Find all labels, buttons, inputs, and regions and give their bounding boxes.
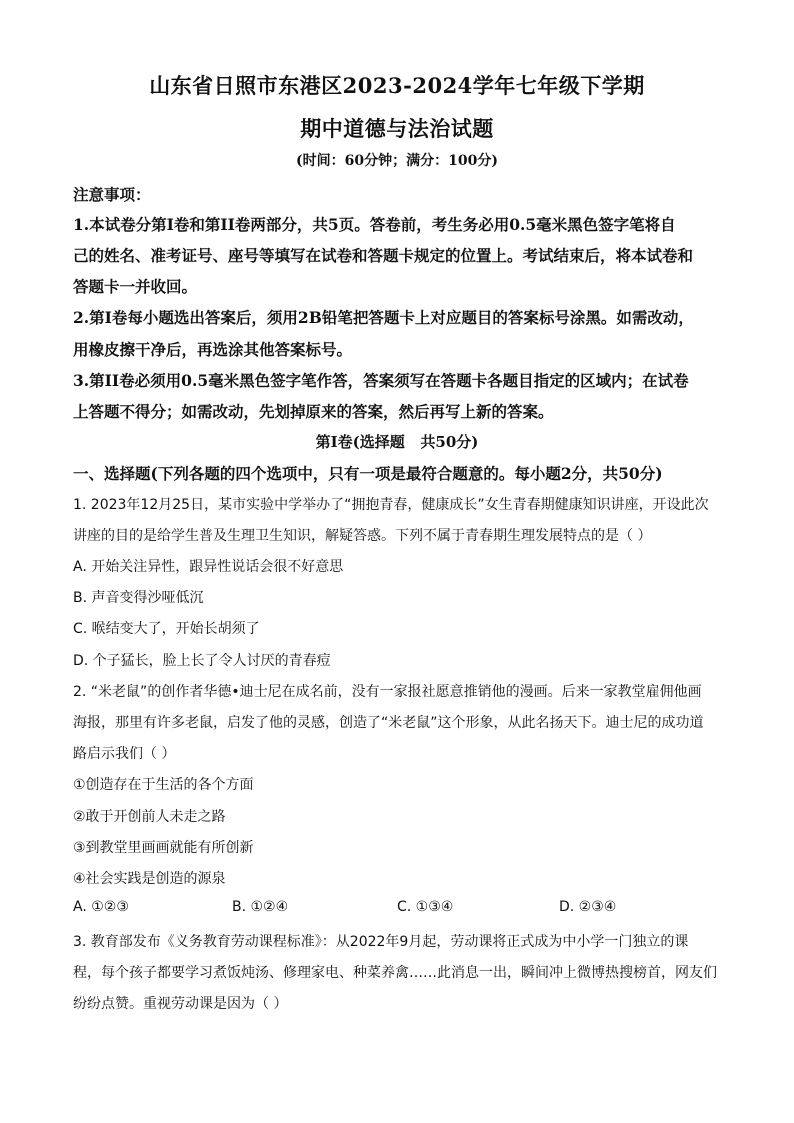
notes-heading: 注意事项： — [73, 185, 151, 204]
question-1-text: 1. 2023年12月25日，某市实验中学举办了“拥抱青春，健康成长”女生青春期健康知识讲座，开设此次 — [73, 497, 709, 513]
question-1-option-d: D. 个子猛长，脸上长了令人讨厌的青春痘 — [73, 653, 331, 669]
notes-line: 1.本试卷分第I卷和第II卷两部分，共5页。答卷前，考生务必用0.5毫米黑色签字笔将自 — [73, 215, 676, 234]
notes-line: 3.第II卷必须用0.5毫米黑色签字笔作答，答案须写在答题卡各题目指定的区域内；在试卷 — [73, 371, 689, 390]
question-2-statement: ②敢于开创前人未走之路 — [73, 809, 226, 825]
question-1-option-a: A. 开始关注异性，跟异性说话会很不好意思 — [73, 559, 344, 575]
exam-title-line1: 山东省日照市东港区2023-2024学年七年级下学期 — [149, 73, 645, 98]
exam-title-line2: 期中道德与法治试题 — [300, 116, 494, 141]
exam-time-info: (时间：60分钟；满分：100分) — [296, 153, 498, 169]
question-1-option-b: B. 声音变得沙哑低沉 — [73, 590, 204, 606]
question-1-option-c: C. 喉结变大了，开始长胡须了 — [73, 621, 260, 637]
question-2-statement: ③到教堂里画画就能有所创新 — [73, 840, 254, 856]
question-2-option-b: B. ①②④ — [232, 899, 289, 915]
question-2-option-c: C. ①③④ — [397, 899, 454, 915]
question-1-text: 讲座的目的是给学生普及生理卫生知识，解疑答惑。下列不属于青春期生理发展特点的是（ ） — [73, 528, 652, 544]
notes-line: 己的姓名、准考证号、座号等填写在试卷和答题卡规定的位置上。考试结束后，将本试卷和 — [73, 246, 694, 265]
question-2-text: 海报，那里有许多老鼠，启发了他的灵感，创造了“米老鼠”这个形象，从此名扬天下。迪士尼的成功道 — [73, 715, 704, 731]
question-3-text: 纷纷点赞。重视劳动课是因为（ ） — [73, 996, 288, 1012]
question-2-option-d: D. ②③④ — [559, 899, 617, 915]
question-2-text: 2. “米老鼠”的创作者华德•迪士尼在成名前，没有一家报社愿意推销他的漫画。后来一家教堂雇佣他画 — [73, 684, 702, 700]
notes-line: 用橡皮擦干净后，再选涂其他答案标号。 — [73, 340, 353, 359]
question-2-statement: ①创造存在于生活的各个方面 — [73, 777, 254, 793]
question-3-text: 3. 教育部发布《义务教育劳动课程标准》：从2022年9月起，劳动课将正式成为中小学一门独立的课 — [73, 934, 689, 950]
notes-line: 上答题不得分；如需改动，先划掉原来的答案，然后再写上新的答案。 — [73, 402, 554, 421]
notes-line: 答题卡一并收回。 — [73, 277, 198, 296]
notes-line: 2.第I卷每小题选出答案后，须用2B铅笔把答题卡上对应题目的答案标号涂黑。如需改动， — [73, 308, 694, 327]
question-3-text: 程，每个孩子都要学习煮饭炖汤、修理家电、种菜养禽……此消息一出，瞬间冲上微博热搜榜首，网友们 — [73, 965, 717, 981]
question-2-text: 路启示我们（ ） — [73, 746, 176, 762]
question-2-statement: ④社会实践是创造的源泉 — [73, 871, 226, 887]
question-2-option-a: A. ①②③ — [73, 899, 129, 915]
section-heading: 一、选择题(下列各题的四个选项中，只有一项是最符合题意的。每小题2分，共50分) — [73, 464, 663, 483]
part-one-title: 第I卷(选择题 共50分) — [315, 433, 479, 451]
